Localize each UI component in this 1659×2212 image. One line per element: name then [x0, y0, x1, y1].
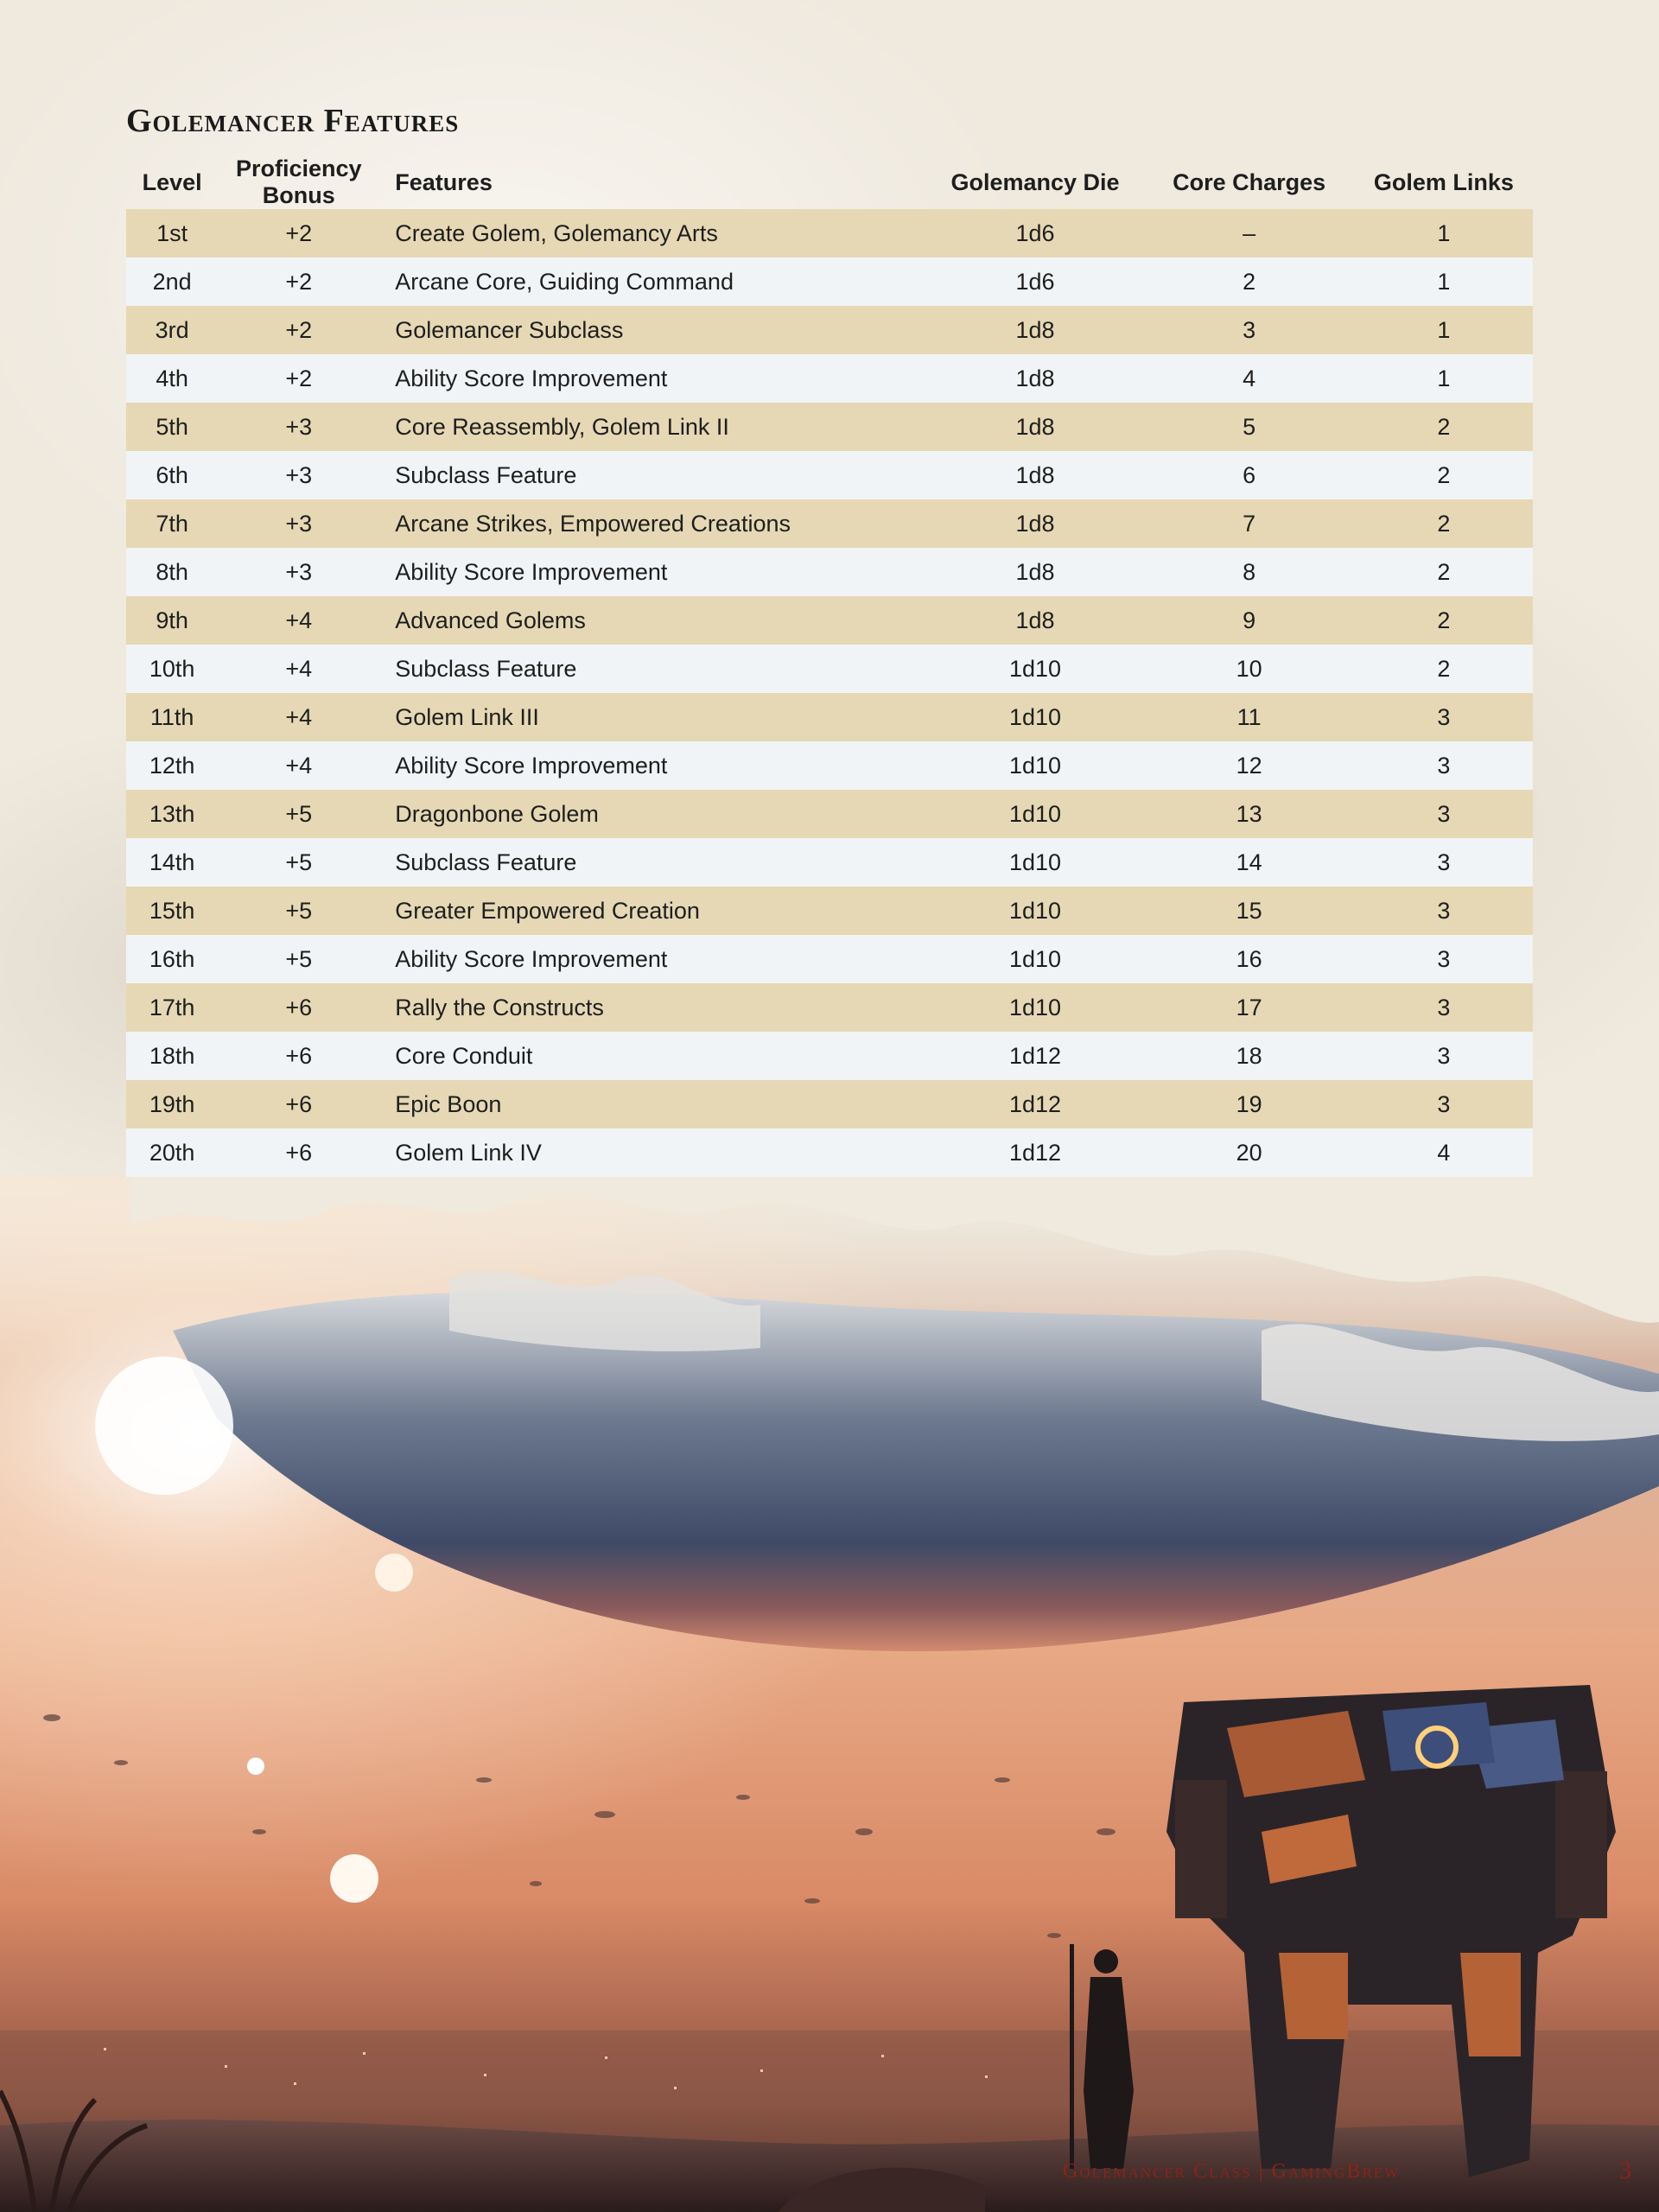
- cell-proficiency: +2: [218, 257, 379, 306]
- table-row: [126, 499, 1533, 548]
- cell-die: 1d8: [927, 499, 1144, 548]
- cell-level: 15th: [126, 887, 218, 935]
- table-row: [126, 693, 1533, 741]
- cell-proficiency: +3: [218, 548, 379, 596]
- table-row: [126, 887, 1533, 935]
- cell-proficiency: +4: [218, 741, 379, 790]
- cell-features: Create Golem, Golemancy Arts: [379, 209, 926, 257]
- cell-proficiency: +3: [218, 499, 379, 548]
- cell-charges: 19: [1143, 1080, 1354, 1128]
- cell-die: 1d12: [927, 1128, 1144, 1177]
- cell-charges: 8: [1143, 548, 1354, 596]
- cell-proficiency: +3: [218, 451, 379, 499]
- cell-links: 4: [1355, 1128, 1533, 1177]
- cell-die: 1d6: [927, 257, 1144, 306]
- cell-level: 13th: [126, 790, 218, 838]
- table-row: [126, 451, 1533, 499]
- cell-charges: 15: [1143, 887, 1354, 935]
- table-row: [126, 596, 1533, 645]
- cell-charges: 16: [1143, 935, 1354, 983]
- cell-charges: 4: [1143, 354, 1354, 403]
- table-row: [126, 935, 1533, 983]
- cell-die: 1d10: [927, 790, 1144, 838]
- table-row: [126, 1080, 1533, 1128]
- cell-proficiency: +4: [218, 645, 379, 693]
- cell-links: 2: [1355, 596, 1533, 645]
- cell-proficiency: +2: [218, 306, 379, 354]
- cell-charges: 7: [1143, 499, 1354, 548]
- cell-level: 18th: [126, 1032, 218, 1080]
- cell-proficiency: +2: [218, 209, 379, 257]
- page-title: Golemancer Features: [126, 103, 460, 139]
- cell-charges: 13: [1143, 790, 1354, 838]
- table-row: [126, 209, 1533, 257]
- cell-level: 20th: [126, 1128, 218, 1177]
- cell-links: 3: [1355, 983, 1533, 1032]
- cell-level: 19th: [126, 1080, 218, 1128]
- cell-die: 1d8: [927, 548, 1144, 596]
- golemancer-features-table: [126, 156, 1533, 1177]
- cell-links: 3: [1355, 1080, 1533, 1128]
- cell-features: Arcane Strikes, Empowered Creations: [379, 499, 926, 548]
- header-features: Features: [395, 168, 493, 195]
- cell-level: 9th: [126, 596, 218, 645]
- cell-features: Core Conduit: [379, 1032, 926, 1080]
- header-level: Level: [142, 168, 202, 195]
- cell-features: Core Reassembly, Golem Link II: [379, 403, 926, 451]
- cell-links: 3: [1355, 790, 1533, 838]
- cell-charges: 6: [1143, 451, 1354, 499]
- cell-die: 1d8: [927, 451, 1144, 499]
- cell-proficiency: +5: [218, 887, 379, 935]
- cell-die: 1d6: [927, 209, 1144, 257]
- header-core-charges: Core Charges: [1173, 168, 1326, 195]
- cell-level: 10th: [126, 645, 218, 693]
- cell-level: 14th: [126, 838, 218, 887]
- cell-proficiency: +3: [218, 403, 379, 451]
- cell-features: Subclass Feature: [379, 838, 926, 887]
- header-proficiency: Proficiency Bonus: [235, 156, 362, 208]
- cell-features: Ability Score Improvement: [379, 548, 926, 596]
- cell-level: 17th: [126, 983, 218, 1032]
- table-row: [126, 741, 1533, 790]
- cell-proficiency: +6: [218, 1032, 379, 1080]
- table-header-row: [126, 156, 1533, 209]
- cell-links: 1: [1355, 257, 1533, 306]
- cell-die: 1d10: [927, 887, 1144, 935]
- table-row: [126, 838, 1533, 887]
- cell-level: 12th: [126, 741, 218, 790]
- cell-features: Ability Score Improvement: [379, 354, 926, 403]
- cell-proficiency: +5: [218, 838, 379, 887]
- cell-links: 2: [1355, 451, 1533, 499]
- table-row: [126, 354, 1533, 403]
- cell-links: 3: [1355, 935, 1533, 983]
- cell-features: Ability Score Improvement: [379, 741, 926, 790]
- cell-charges: 12: [1143, 741, 1354, 790]
- cell-die: 1d8: [927, 596, 1144, 645]
- table-row: [126, 548, 1533, 596]
- cell-links: 1: [1355, 354, 1533, 403]
- cell-level: 5th: [126, 403, 218, 451]
- cell-links: 2: [1355, 645, 1533, 693]
- cell-charges: 10: [1143, 645, 1354, 693]
- cell-links: 3: [1355, 741, 1533, 790]
- cell-die: 1d10: [927, 693, 1144, 741]
- cell-links: 3: [1355, 887, 1533, 935]
- cell-features: Golem Link III: [379, 693, 926, 741]
- cell-features: Subclass Feature: [379, 645, 926, 693]
- cell-charges: 17: [1143, 983, 1354, 1032]
- table-row: [126, 790, 1533, 838]
- cell-charges: 20: [1143, 1128, 1354, 1177]
- cell-level: 4th: [126, 354, 218, 403]
- cell-proficiency: +6: [218, 983, 379, 1032]
- cell-charges: 5: [1143, 403, 1354, 451]
- cell-features: Arcane Core, Guiding Command: [379, 257, 926, 306]
- cell-charges: 14: [1143, 838, 1354, 887]
- table-row: [126, 257, 1533, 306]
- header-golemancy-die: Golemancy Die: [950, 168, 1120, 195]
- cell-links: 2: [1355, 403, 1533, 451]
- cell-level: 16th: [126, 935, 218, 983]
- cell-die: 1d10: [927, 935, 1144, 983]
- cell-charges: 3: [1143, 306, 1354, 354]
- cell-proficiency: +5: [218, 790, 379, 838]
- cell-features: Greater Empowered Creation: [379, 887, 926, 935]
- cell-die: 1d10: [927, 838, 1144, 887]
- cell-level: 1st: [126, 209, 218, 257]
- cell-level: 8th: [126, 548, 218, 596]
- cell-proficiency: +6: [218, 1080, 379, 1128]
- table-row: [126, 403, 1533, 451]
- cell-proficiency: +6: [218, 1128, 379, 1177]
- cell-features: Dragonbone Golem: [379, 790, 926, 838]
- cell-features: Ability Score Improvement: [379, 935, 926, 983]
- cell-links: 3: [1355, 693, 1533, 741]
- page-footer: Golemancer Class | GamingBrew: [1063, 2160, 1401, 2183]
- table-row: [126, 645, 1533, 693]
- cell-features: Golemancer Subclass: [379, 306, 926, 354]
- cell-die: 1d12: [927, 1032, 1144, 1080]
- sci-fi-illustration: [0, 1175, 1659, 2212]
- cell-proficiency: +4: [218, 693, 379, 741]
- table-row: [126, 983, 1533, 1032]
- cell-charges: 2: [1143, 257, 1354, 306]
- cell-die: 1d8: [927, 306, 1144, 354]
- cell-die: 1d10: [927, 983, 1144, 1032]
- cell-charges: –: [1143, 209, 1354, 257]
- cell-die: 1d10: [927, 741, 1144, 790]
- cell-level: 11th: [126, 693, 218, 741]
- cell-level: 7th: [126, 499, 218, 548]
- cell-proficiency: +4: [218, 596, 379, 645]
- cell-features: Rally the Constructs: [379, 983, 926, 1032]
- cell-die: 1d10: [927, 645, 1144, 693]
- cell-links: 3: [1355, 838, 1533, 887]
- table-row: [126, 1128, 1533, 1177]
- page-number: 3: [1619, 2158, 1631, 2184]
- cell-links: 2: [1355, 548, 1533, 596]
- cell-level: 6th: [126, 451, 218, 499]
- cell-die: 1d12: [927, 1080, 1144, 1128]
- cell-level: 2nd: [126, 257, 218, 306]
- cell-links: 1: [1355, 306, 1533, 354]
- cell-links: 3: [1355, 1032, 1533, 1080]
- cell-features: Golem Link IV: [379, 1128, 926, 1177]
- table-row: [126, 306, 1533, 354]
- cell-links: 1: [1355, 209, 1533, 257]
- cell-features: Advanced Golems: [379, 596, 926, 645]
- table-row: [126, 1032, 1533, 1080]
- cell-charges: 18: [1143, 1032, 1354, 1080]
- cell-charges: 11: [1143, 693, 1354, 741]
- cell-level: 3rd: [126, 306, 218, 354]
- cell-links: 2: [1355, 499, 1533, 548]
- cell-die: 1d8: [927, 354, 1144, 403]
- cell-proficiency: +2: [218, 354, 379, 403]
- cell-features: Epic Boon: [379, 1080, 926, 1128]
- cell-charges: 9: [1143, 596, 1354, 645]
- header-golem-links: Golem Links: [1373, 168, 1514, 195]
- cell-features: Subclass Feature: [379, 451, 926, 499]
- cell-die: 1d8: [927, 403, 1144, 451]
- cell-proficiency: +5: [218, 935, 379, 983]
